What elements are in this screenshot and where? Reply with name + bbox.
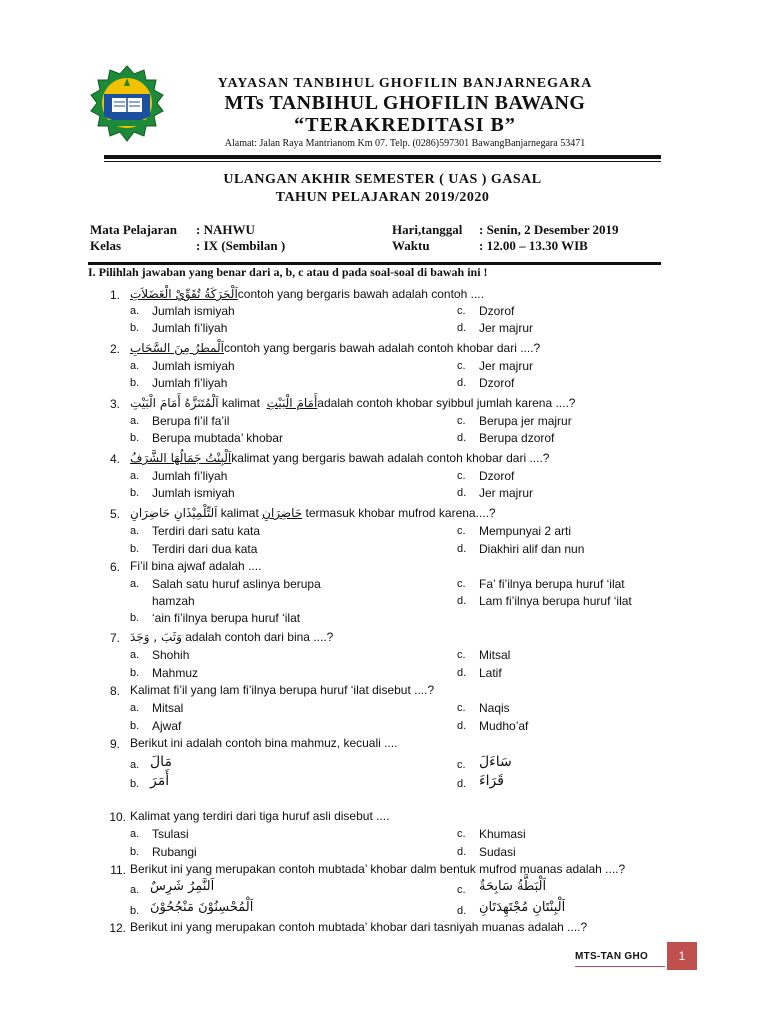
option-a: مَالَ	[150, 754, 172, 770]
option-b: Terdiri dari dua kata	[152, 542, 258, 556]
option-c: Naqis	[479, 701, 510, 715]
arabic-phrase: اَلْمُتَنَزَّهُ أَمَامَ الْبَيْتِ	[130, 396, 219, 410]
option-d: Latif	[479, 666, 502, 680]
option-b: Jumlah ismiyah	[152, 486, 235, 500]
question-number: 12.	[109, 921, 126, 935]
question-text: adalah contoh dari bina ....?	[185, 630, 334, 644]
option-d: Dzorof	[479, 376, 515, 390]
option-letter: b.	[130, 720, 140, 732]
option-b: Jumlah fi’liyah	[152, 376, 228, 390]
option-letter: c.	[457, 360, 466, 372]
option-d: قَرَاءَ	[479, 773, 504, 789]
option-a: Terdiri dari satu kata	[152, 524, 261, 538]
option-c: Khumasi	[479, 827, 526, 841]
question-1	[130, 287, 484, 301]
option-letter: b.	[130, 846, 140, 858]
question-5	[130, 506, 496, 520]
school-emblem-icon	[88, 64, 166, 144]
option-b: اَلْمُحْسِنُوْنَ مَنْجُحُوْنَ	[150, 900, 254, 915]
option-letter: d.	[457, 432, 467, 444]
option-b: Jumlah fi’liyah	[152, 321, 228, 335]
option-c: Mitsal	[479, 648, 511, 662]
option-letter: a.	[130, 828, 140, 840]
class-label: Kelas	[90, 238, 122, 253]
arabic-phrase: اَلْحَرَكَةُ تُقَوِّيْ الْعَضَلاَتِ	[130, 287, 238, 301]
option-c: Dzorof	[479, 304, 515, 318]
question-2	[130, 341, 540, 355]
question-number: 2.	[109, 342, 120, 356]
option-letter: a.	[130, 884, 140, 896]
section-instruction: I. Pilihlah jawaban yang benar dari a, b, c atau d pada soal-soal di bawah ini !	[88, 265, 488, 279]
option-letter: d.	[457, 846, 467, 858]
option-letter: a.	[130, 360, 140, 372]
exam-year: TAHUN PELAJARAN 2019/2020	[275, 190, 490, 205]
question-text: adalah contoh khobar syibbul jumlah karena ....?	[317, 396, 576, 410]
page-number: 1	[667, 942, 697, 970]
option-letter: a.	[130, 305, 140, 317]
option-letter: a.	[130, 470, 140, 482]
question-number: 6.	[109, 560, 120, 574]
option-a: Tsulasi	[152, 827, 189, 841]
option-letter: c.	[457, 525, 466, 537]
option-letter: b.	[130, 487, 140, 499]
question-number: 3.	[109, 397, 120, 411]
arabic-phrase-underlined: حَاضِرَانِ	[262, 506, 303, 520]
question-7	[130, 630, 333, 644]
option-c: اَلْبَطَّةُ سَابِحَةٌ	[479, 879, 547, 894]
question-number: 5.	[109, 507, 120, 521]
subject-value: : NAHWU	[196, 222, 255, 237]
option-a: Shohih	[152, 648, 190, 662]
question-11: Berikut ini yang merupakan contoh mubtada’ khobar dalm bentuk mufrod muanas adalah ....?	[130, 862, 626, 876]
question-number: 11.	[110, 863, 126, 877]
question-text: contoh yang bergaris bawah adalah contoh khobar dari ....?	[223, 341, 541, 355]
option-letter: b.	[130, 612, 140, 624]
option-c: Mempunyai 2 arti	[479, 524, 572, 538]
option-b: أَمَرَ	[150, 773, 170, 789]
question-12: Berikut ini yang merupakan contoh mubtada’ khobar dari tasniyah muanas adalah ....?	[130, 920, 588, 934]
arabic-phrase: اَلْمطرُ مِنَ السَّحَابِ	[130, 341, 224, 355]
option-letter: d.	[457, 322, 467, 334]
date-value: : Senin, 2 Desember 2019	[479, 222, 619, 237]
option-b: Rubangi	[152, 845, 197, 859]
option-letter: b.	[130, 432, 140, 444]
option-letter: d.	[457, 720, 467, 732]
option-c: Dzorof	[479, 469, 515, 483]
option-d: Jer majrur	[479, 486, 534, 500]
option-c: Berupa jer majrur	[479, 414, 572, 428]
question-text-mid: kalimat	[221, 396, 260, 410]
arabic-phrase: اَلتِّلْمِيْذَانِ حَاضِرَانِ	[130, 506, 218, 520]
option-letter: a.	[130, 578, 140, 590]
option-letter: a.	[130, 759, 140, 771]
question-4	[130, 451, 549, 465]
option-letter: a.	[130, 415, 140, 427]
arabic-phrase-underlined: أَمَامَ الْبَيْتِ	[266, 396, 318, 410]
option-letter: c.	[457, 649, 466, 661]
option-a: Berupa fi’il fa’il	[152, 414, 230, 428]
option-letter: b.	[130, 543, 140, 555]
option-d: اَلْبِنْتَانِ مُجْتَهِدَتَانِ	[479, 900, 566, 915]
option-a: Jumlah fi’liyah	[152, 469, 228, 483]
option-letter: c.	[457, 470, 466, 482]
option-a: Mitsal	[152, 701, 184, 715]
option-letter: a.	[130, 525, 140, 537]
question-number: 1.	[109, 288, 120, 302]
question-number: 7.	[109, 631, 120, 645]
option-b: Berupa mubtada’ khobar	[152, 431, 283, 445]
option-a: Salah satu huruf aslinya berupa	[152, 577, 321, 591]
question-text: kalimat yang bergaris bawah adalah contoh khobar dari ....?	[231, 451, 550, 465]
question-6: Fi’il bina ajwaf adalah ....	[130, 559, 262, 573]
arabic-phrase: اَلْبِنْتُ جَمَالُهَا الشَّرَفُ	[130, 451, 232, 465]
option-letter: c.	[457, 828, 466, 840]
time-label: Waktu	[392, 238, 430, 253]
option-c: Jer majrur	[479, 359, 534, 373]
exam-title: ULANGAN AKHIR SEMESTER ( UAS ) GASAL	[223, 172, 542, 187]
option-letter: b.	[130, 322, 140, 334]
class-value: : IX (Sembilan )	[196, 238, 286, 253]
school-address: Alamat: Jalan Raya Mantrianom Km 07. Telp. (0286)597301 BawangBanjarnegara 53471	[224, 138, 586, 149]
option-letter: d.	[457, 667, 467, 679]
footer-label: MTS-TAN GHO	[575, 951, 649, 962]
option-letter: c.	[457, 884, 466, 896]
question-3	[130, 396, 575, 410]
subject-label: Mata Pelajaran	[90, 222, 178, 237]
option-letter: b.	[130, 377, 140, 389]
option-a-continued: hamzah	[152, 594, 195, 608]
question-number: 4.	[109, 452, 120, 466]
date-label: Hari,tanggal	[392, 222, 463, 237]
option-letter: b.	[130, 667, 140, 679]
option-b: Ajwaf	[152, 719, 182, 733]
question-8: Kalimat fi’il yang lam fi’ilnya berupa huruf ‘ilat disebut ....?	[130, 683, 435, 697]
question-number: 9.	[109, 737, 120, 751]
option-letter: c.	[457, 759, 466, 771]
option-letter: d.	[457, 595, 467, 607]
option-letter: c.	[457, 578, 466, 590]
option-letter: c.	[457, 415, 466, 427]
option-d: Lam fi’ilnya berupa huruf ‘ilat	[479, 594, 632, 608]
option-letter: b.	[130, 778, 140, 790]
option-letter: b.	[130, 905, 140, 917]
option-letter: d.	[457, 905, 467, 917]
option-c: سَاءَلَ	[479, 754, 512, 770]
header-divider	[104, 155, 661, 159]
question-text-mid: kalimat	[220, 506, 259, 520]
option-letter: d.	[457, 543, 467, 555]
option-b: Mahmuz	[152, 666, 199, 680]
option-d: Jer majrur	[479, 321, 534, 335]
option-letter: d.	[457, 778, 467, 790]
option-letter: c.	[457, 305, 466, 317]
question-number: 8.	[109, 684, 120, 698]
question-number: 10.	[109, 810, 126, 824]
foundation-name: YAYASAN TANBIHUL GHOFILIN BANJARNEGARA	[217, 76, 593, 91]
question-text: contoh yang bergaris bawah adalah contoh ....	[237, 287, 484, 301]
question-text: termasuk khobar mufrod karena....?	[305, 506, 496, 520]
option-a: اَلنَّمِرُ شَرِسٌ	[150, 879, 215, 894]
option-a: Jumlah ismiyah	[152, 359, 235, 373]
option-b: ‘ain fi’ilnya berupa huruf ‘ilat	[152, 611, 301, 625]
option-letter: a.	[130, 702, 140, 714]
question-9: Berikut ini adalah contoh bina mahmuz, kecuali ....	[130, 736, 398, 750]
option-d: Diakhiri alif dan nun	[479, 542, 585, 556]
option-a: Jumlah ismiyah	[152, 304, 235, 318]
school-name: MTs TANBIHUL GHOFILIN BAWANG	[224, 92, 586, 114]
option-letter: c.	[457, 702, 466, 714]
option-letter: a.	[130, 649, 140, 661]
option-c: Fa’ fi’ilnya berupa huruf ‘ilat	[479, 577, 625, 591]
question-10: Kalimat yang terdiri dari tiga huruf asli disebut ....	[130, 809, 390, 823]
option-d: Berupa dzorof	[479, 431, 555, 445]
option-letter: d.	[457, 377, 467, 389]
option-letter: d.	[457, 487, 467, 499]
option-d: Mudho’af	[479, 719, 529, 733]
header-divider-thin	[104, 161, 661, 162]
option-d: Sudasi	[479, 845, 516, 859]
time-value: : 12.00 – 13.30 WIB	[479, 238, 588, 253]
arabic-phrase: وَثَبَ , وَجَدَ	[130, 630, 182, 644]
accreditation: “TERAKREDITASI B”	[294, 114, 516, 136]
footer-rule	[575, 966, 665, 967]
